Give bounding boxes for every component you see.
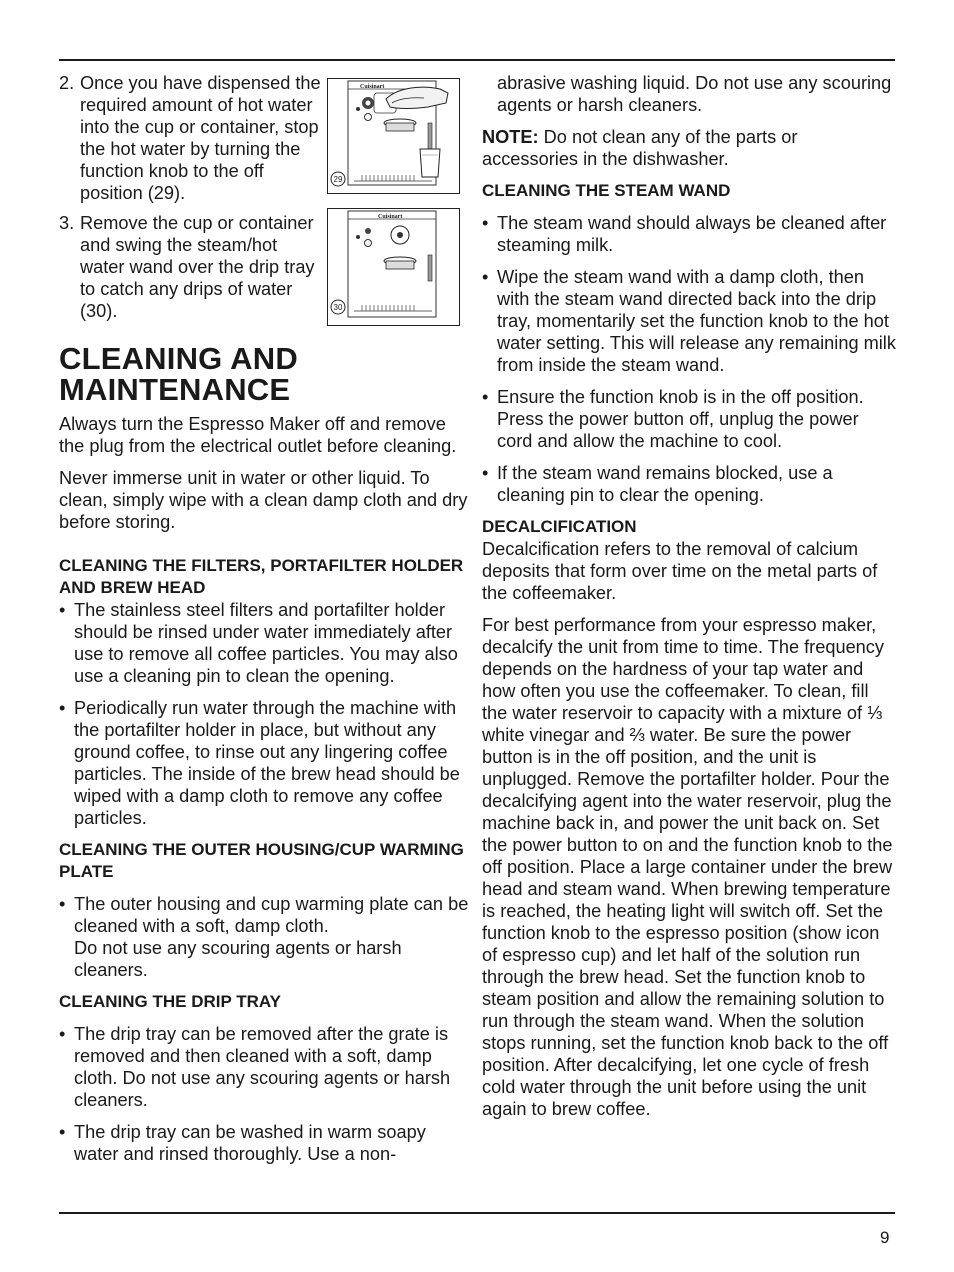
intro-paragraph-1: Always turn the Espresso Maker off and remove the plug from the electrical outlet before cleaning. <box>59 414 457 456</box>
bullet-icon: • <box>482 463 489 483</box>
list-item <box>482 386 896 452</box>
list-item <box>482 212 896 256</box>
list-item <box>59 599 473 687</box>
figure-label: 29 <box>333 175 343 184</box>
bullet-text: Periodically run water through the machine with the portafilter holder in place, but without any ground coffee, to rinse out any lingering coffee particles. The inside of the brew head should be wiped with a damp cloth to remove any coffee particles. <box>74 698 460 828</box>
bottom-rule <box>59 1212 895 1214</box>
note-paragraph <box>482 126 896 170</box>
bullet-icon: • <box>59 894 66 914</box>
bullet-icon: • <box>482 387 489 407</box>
page-number: 9 <box>880 1228 890 1247</box>
list-item <box>482 266 896 376</box>
section-title <box>59 343 473 405</box>
step-number: 2. <box>59 73 75 93</box>
continuation-text: abrasive washing liquid. Do not use any scouring agents or harsh cleaners. <box>497 73 892 115</box>
note-label: NOTE: <box>482 127 539 147</box>
section-title-line-1: CLEANING AND <box>59 341 298 376</box>
note-text: Do not clean any of the parts or accessories in the dishwasher. <box>482 127 798 169</box>
bullet-text: The drip tray can be washed in warm soapy water and rinsed thoroughly. Use a non- <box>74 1122 426 1164</box>
bullet-text: The stainless steel filters and portafilter holder should be rinsed under water immediately after use to remove all coffee particles. You may also use a cleaning pin to clean the opening. <box>74 600 458 686</box>
decalcification-paragraph-2: For best performance from your espresso maker, decalcify the unit from time to time. The frequency depends on the hardness of your tap water and how often you use the coffeemaker. To clean, fill the water reservoir to capacity with a mixture of ⅓ white vinegar and ⅔ water. Be sure the power button is in the off position, and the unit is unplugged. Remove the portafilter holder. Pour the decalcifying agent into the water reservoir, plug the machine back in, and power the unit back on. Set the power button to on and the function knob to the off position. Place a large container under the brew head and steam wand. When brewing temperature is reached, the heating light will switch off. Set the function knob to the espresso position (show icon of espresso cup) and let half of the solution run through the brew head. Set the function knob to steam position and allow the remaining solution to run through the steam wand. When the solution stops running, set the function knob back to the off position. After decalcifying, let one cycle of fresh cold water through the unit before using the unit again to brew coffee. <box>482 615 893 1119</box>
section-title-line-2: MAINTENANCE <box>59 372 291 407</box>
bullet-text: The drip tray can be removed after the grate is removed and then cleaned with a soft, damp cloth. Do not use any scouring agents or harsh cleaners. <box>74 1024 451 1110</box>
bullet-icon: • <box>482 267 489 287</box>
figure-label: 30 <box>333 303 343 312</box>
bullet-text-line-1: The outer housing and cup warming plate can be cleaned with a soft, damp cloth. <box>74 894 469 936</box>
bullet-icon: • <box>59 698 66 718</box>
bullet-icon: • <box>59 1024 66 1044</box>
list-item <box>59 1023 473 1111</box>
brand-logo-text: Cuisinart <box>378 214 403 220</box>
step-number: 3. <box>59 213 75 233</box>
step-2 <box>59 72 321 204</box>
figure-29 <box>327 78 460 194</box>
espresso-machine-illustration-30 <box>328 209 458 324</box>
bullet-icon: • <box>59 1122 66 1142</box>
step-3 <box>59 212 321 322</box>
bullet-text: Wipe the steam wand with a damp cloth, then with the steam wand directed back into the drip tray, momentarily set the function knob to the hot water setting. This will release any remaining milk from inside the steam wand. <box>497 267 896 375</box>
espresso-machine-illustration-29 <box>328 79 458 192</box>
steam-wand-heading: CLEANING THE STEAM WAND <box>482 181 731 200</box>
filters-heading: CLEANING THE FILTERS, PORTAFILTER HOLDER AND BREW HEAD <box>59 556 464 597</box>
intro-paragraph-2: Never immerse unit in water or other liquid. To clean, simply wipe with a clean damp cloth and dry before storing. <box>59 468 468 532</box>
bullet-icon: • <box>59 600 66 620</box>
list-item <box>59 697 473 829</box>
bullet-text <box>74 893 473 981</box>
step-text: Remove the cup or container and swing the steam/hot water wand over the drip tray to catch any drips of water (30). <box>80 213 315 321</box>
brand-logo-text: Cuisinart <box>360 84 385 90</box>
right-column <box>482 72 896 1120</box>
bullet-text: Ensure the function knob is in the off position. Press the power button off, unplug the power cord and allow the machine to cool. <box>497 387 864 451</box>
drip-tray-heading: CLEANING THE DRIP TRAY <box>59 992 281 1011</box>
bullet-icon: • <box>482 213 489 233</box>
bullet-text: The steam wand should always be cleaned after steaming milk. <box>497 213 887 255</box>
figure-30 <box>327 208 460 326</box>
housing-heading: CLEANING THE OUTER HOUSING/CUP WARMING PLATE <box>59 840 464 881</box>
left-column <box>59 72 473 1165</box>
step-text: Once you have dispensed the required amount of hot water into the cup or container, stop the hot water by turning the function knob to the off position (29). <box>80 73 321 203</box>
top-rule <box>59 59 895 61</box>
bullet-text-line-2: Do not use any scouring agents or harsh cleaners. <box>74 938 402 980</box>
list-item <box>59 893 473 981</box>
decalcification-heading: DECALCIFICATION <box>482 517 637 536</box>
list-item <box>482 462 896 506</box>
list-item <box>59 1121 473 1165</box>
bullet-text: If the steam wand remains blocked, use a cleaning pin to clear the opening. <box>497 463 833 505</box>
decalcification-paragraph-1: Decalcification refers to the removal of calcium deposits that form over time on the metal parts of the coffeemaker. <box>482 539 878 603</box>
